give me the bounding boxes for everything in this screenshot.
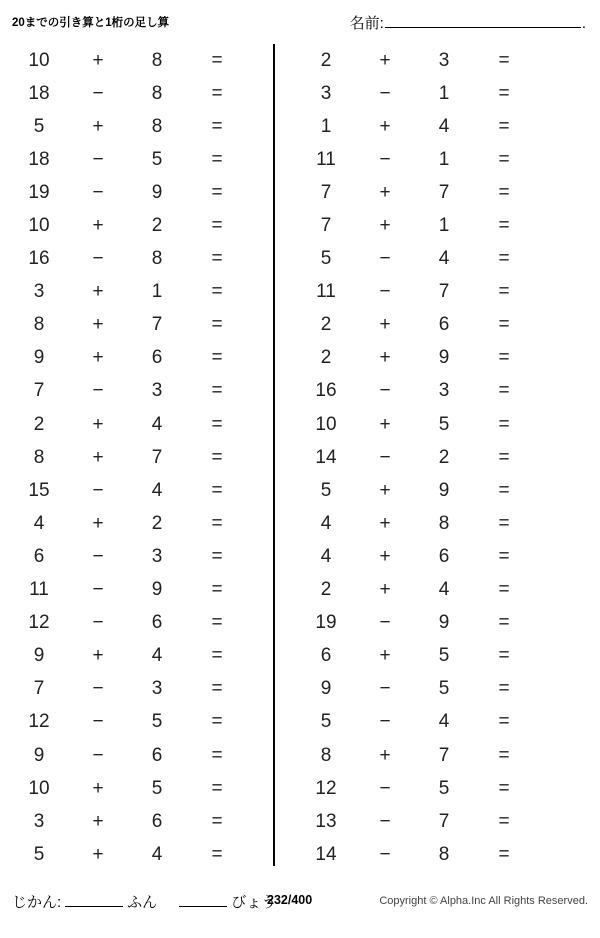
operand-b: 7	[151, 314, 163, 336]
operator: −	[379, 843, 391, 865]
operator: −	[92, 248, 104, 270]
problem-row	[8, 44, 273, 77]
operand-a: 14	[315, 843, 337, 865]
operand-a: 2	[33, 413, 45, 435]
operator: +	[379, 512, 391, 534]
time-minutes-input[interactable]	[65, 890, 123, 907]
problem-row	[8, 276, 273, 309]
equals-sign: =	[211, 479, 223, 501]
operand-b: 4	[438, 711, 450, 733]
equals-sign: =	[211, 181, 223, 203]
equals-sign: =	[498, 512, 510, 534]
operand-a: 10	[28, 49, 50, 71]
operand-a: 10	[315, 413, 337, 435]
problem-row	[295, 805, 560, 838]
time-seconds-unit: びょう	[231, 894, 277, 911]
operator: −	[92, 181, 104, 203]
operand-b: 1	[438, 215, 450, 237]
problem-row	[8, 143, 273, 176]
operand-b: 5	[151, 148, 163, 170]
operand-a: 12	[28, 612, 50, 634]
equals-sign: =	[211, 115, 223, 137]
equals-sign: =	[498, 248, 510, 270]
problem-row	[8, 540, 273, 573]
operand-a: 2	[320, 314, 332, 336]
operand-b: 4	[151, 843, 163, 865]
operand-b: 8	[151, 49, 163, 71]
operand-b: 3	[151, 545, 163, 567]
equals-sign: =	[498, 579, 510, 601]
equals-sign: =	[211, 512, 223, 534]
operand-a: 13	[315, 810, 337, 832]
operand-a: 5	[320, 479, 332, 501]
operand-a: 9	[33, 645, 45, 667]
operand-b: 8	[438, 843, 450, 865]
operand-a: 9	[33, 347, 45, 369]
operator: +	[379, 215, 391, 237]
operand-b: 3	[151, 380, 163, 402]
operand-b: 6	[151, 612, 163, 634]
problem-row	[8, 739, 273, 772]
equals-sign: =	[498, 612, 510, 634]
operand-b: 1	[438, 148, 450, 170]
operand-a: 3	[320, 82, 332, 104]
operator: +	[92, 314, 104, 336]
operand-a: 4	[320, 545, 332, 567]
operator: +	[379, 744, 391, 766]
operand-a: 12	[315, 777, 337, 799]
operand-b: 4	[151, 645, 163, 667]
operand-a: 8	[33, 314, 45, 336]
operator: −	[379, 380, 391, 402]
operator: −	[379, 148, 391, 170]
problem-row	[8, 309, 273, 342]
operand-a: 16	[315, 380, 337, 402]
problem-row	[8, 640, 273, 673]
problem-row	[295, 342, 560, 375]
problem-row	[295, 507, 560, 540]
equals-sign: =	[498, 413, 510, 435]
operand-a: 11	[29, 579, 49, 601]
operand-b: 1	[151, 281, 163, 303]
worksheet-header	[0, 10, 600, 40]
operator: −	[379, 248, 391, 270]
equals-sign: =	[498, 479, 510, 501]
operand-a: 5	[320, 248, 332, 270]
name-end-dot: .	[581, 15, 586, 32]
operand-a: 5	[33, 843, 45, 865]
operand-a: 15	[28, 479, 50, 501]
operand-a: 7	[33, 380, 45, 402]
operator: +	[92, 347, 104, 369]
equals-sign: =	[498, 744, 510, 766]
operand-b: 5	[151, 711, 163, 733]
operator: +	[379, 49, 391, 71]
operand-b: 4	[438, 115, 450, 137]
problem-row	[295, 540, 560, 573]
operator: +	[92, 215, 104, 237]
problem-row	[295, 739, 560, 772]
operand-b: 7	[438, 810, 450, 832]
operand-b: 5	[151, 777, 163, 799]
problem-row	[295, 441, 560, 474]
equals-sign: =	[211, 711, 223, 733]
operand-b: 6	[438, 314, 450, 336]
operand-a: 9	[33, 744, 45, 766]
operand-b: 5	[438, 777, 450, 799]
problem-row	[295, 243, 560, 276]
operand-a: 2	[320, 49, 332, 71]
column-divider	[273, 44, 275, 866]
operator: −	[379, 810, 391, 832]
operand-a: 4	[33, 512, 45, 534]
operand-a: 3	[33, 810, 45, 832]
problem-row	[8, 243, 273, 276]
problem-row	[295, 673, 560, 706]
operand-a: 7	[320, 181, 332, 203]
operand-b: 3	[438, 380, 450, 402]
operand-a: 7	[33, 678, 45, 700]
equals-sign: =	[498, 347, 510, 369]
operand-a: 10	[28, 777, 50, 799]
operand-a: 3	[33, 281, 45, 303]
equals-sign: =	[498, 645, 510, 667]
operand-b: 5	[438, 645, 450, 667]
problem-row	[295, 640, 560, 673]
equals-sign: =	[498, 148, 510, 170]
operand-b: 6	[151, 810, 163, 832]
worksheet-footer	[0, 890, 600, 916]
operand-b: 4	[151, 479, 163, 501]
operand-a: 6	[320, 645, 332, 667]
operand-a: 18	[28, 82, 50, 104]
equals-sign: =	[211, 215, 223, 237]
problem-row	[8, 375, 273, 408]
operator: +	[92, 49, 104, 71]
operand-a: 19	[315, 612, 337, 634]
equals-sign: =	[498, 545, 510, 567]
equals-sign: =	[211, 347, 223, 369]
problem-row	[295, 474, 560, 507]
copyright-notice: Copyright © Alpha.Inc All Rights Reserved.	[379, 895, 588, 907]
name-input[interactable]	[385, 10, 581, 28]
operand-a: 9	[320, 678, 332, 700]
operator: +	[92, 413, 104, 435]
time-block	[12, 890, 276, 912]
operator: −	[92, 148, 104, 170]
operator: −	[92, 678, 104, 700]
equals-sign: =	[211, 678, 223, 700]
operator: +	[92, 281, 104, 303]
equals-sign: =	[498, 810, 510, 832]
operand-b: 9	[438, 612, 450, 634]
operand-b: 7	[151, 446, 163, 468]
equals-sign: =	[498, 215, 510, 237]
operand-b: 2	[151, 512, 163, 534]
equals-sign: =	[498, 82, 510, 104]
page-title: 20までの引き算と1桁の足し算	[12, 17, 170, 29]
problem-column-left	[8, 44, 273, 871]
problem-row	[8, 805, 273, 838]
operator: +	[379, 115, 391, 137]
operator: −	[92, 579, 104, 601]
operand-b: 3	[438, 49, 450, 71]
operand-a: 5	[33, 115, 45, 137]
operand-b: 4	[438, 248, 450, 270]
operator: −	[92, 82, 104, 104]
operand-a: 1	[320, 115, 332, 137]
operand-a: 11	[316, 281, 336, 303]
operator: −	[379, 678, 391, 700]
equals-sign: =	[211, 380, 223, 402]
operand-a: 4	[320, 512, 332, 534]
operand-a: 6	[33, 545, 45, 567]
equals-sign: =	[498, 314, 510, 336]
equals-sign: =	[211, 545, 223, 567]
operand-b: 6	[151, 347, 163, 369]
operator: +	[379, 579, 391, 601]
operator: −	[379, 612, 391, 634]
time-seconds-input[interactable]	[179, 890, 227, 907]
problem-row	[295, 110, 560, 143]
operand-a: 8	[33, 446, 45, 468]
operand-a: 18	[28, 148, 50, 170]
problem-column-right	[295, 44, 560, 871]
operator: +	[379, 347, 391, 369]
problem-row	[295, 607, 560, 640]
problem-row	[8, 474, 273, 507]
name-label: 名前:	[349, 15, 384, 32]
equals-sign: =	[211, 777, 223, 799]
operand-b: 7	[438, 181, 450, 203]
equals-sign: =	[211, 612, 223, 634]
operand-b: 7	[438, 281, 450, 303]
equals-sign: =	[498, 711, 510, 733]
problem-row	[295, 309, 560, 342]
operator: −	[92, 479, 104, 501]
operator: +	[92, 645, 104, 667]
problem-row	[295, 77, 560, 110]
operand-b: 6	[438, 545, 450, 567]
operator: −	[92, 744, 104, 766]
sheet-id: 232/400	[267, 893, 313, 907]
operand-b: 7	[438, 744, 450, 766]
equals-sign: =	[211, 744, 223, 766]
operator: −	[92, 545, 104, 567]
operator: −	[379, 446, 391, 468]
operator: −	[379, 281, 391, 303]
problem-row	[8, 574, 273, 607]
time-label: じかん:	[12, 894, 62, 911]
operand-b: 9	[151, 579, 163, 601]
problem-row	[295, 176, 560, 209]
equals-sign: =	[498, 843, 510, 865]
problem-columns	[0, 44, 600, 874]
operator: +	[379, 479, 391, 501]
operator: +	[92, 843, 104, 865]
equals-sign: =	[211, 148, 223, 170]
operand-b: 2	[151, 215, 163, 237]
operand-b: 5	[438, 678, 450, 700]
problem-row	[8, 176, 273, 209]
operand-b: 9	[438, 347, 450, 369]
operand-b: 4	[438, 579, 450, 601]
operand-b: 4	[151, 413, 163, 435]
operator: +	[379, 413, 391, 435]
operator: +	[92, 777, 104, 799]
operator: +	[92, 810, 104, 832]
equals-sign: =	[211, 843, 223, 865]
operand-a: 2	[320, 347, 332, 369]
operand-b: 8	[151, 115, 163, 137]
equals-sign: =	[211, 413, 223, 435]
problem-row	[295, 375, 560, 408]
time-minutes-unit: ふん	[127, 894, 158, 911]
equals-sign: =	[498, 115, 510, 137]
operand-b: 5	[438, 413, 450, 435]
operator: −	[379, 711, 391, 733]
operand-b: 8	[438, 512, 450, 534]
problem-row	[295, 44, 560, 77]
problem-row	[8, 607, 273, 640]
equals-sign: =	[498, 380, 510, 402]
operator: −	[92, 380, 104, 402]
problem-row	[8, 507, 273, 540]
equals-sign: =	[498, 777, 510, 799]
operator: +	[92, 446, 104, 468]
equals-sign: =	[498, 49, 510, 71]
operand-b: 8	[151, 248, 163, 270]
problem-row	[8, 706, 273, 739]
equals-sign: =	[498, 181, 510, 203]
operand-a: 2	[320, 579, 332, 601]
operand-a: 5	[320, 711, 332, 733]
operator: −	[379, 82, 391, 104]
equals-sign: =	[211, 579, 223, 601]
problem-row	[8, 441, 273, 474]
operator: +	[379, 181, 391, 203]
problem-row	[295, 772, 560, 805]
operand-b: 6	[151, 744, 163, 766]
equals-sign: =	[211, 49, 223, 71]
equals-sign: =	[211, 281, 223, 303]
problem-row	[8, 772, 273, 805]
problem-row	[8, 110, 273, 143]
problem-row	[295, 574, 560, 607]
equals-sign: =	[211, 810, 223, 832]
problem-row	[295, 838, 560, 871]
operator: +	[379, 645, 391, 667]
operator: −	[92, 711, 104, 733]
operand-b: 8	[151, 82, 163, 104]
operand-b: 9	[151, 181, 163, 203]
operand-a: 14	[315, 446, 337, 468]
problem-row	[8, 77, 273, 110]
operand-a: 12	[28, 711, 50, 733]
problem-row	[8, 673, 273, 706]
problem-row	[295, 276, 560, 309]
equals-sign: =	[211, 248, 223, 270]
operand-a: 7	[320, 215, 332, 237]
operator: −	[92, 612, 104, 634]
operand-b: 1	[438, 82, 450, 104]
operand-b: 2	[438, 446, 450, 468]
equals-sign: =	[211, 82, 223, 104]
name-field-area	[350, 10, 586, 33]
equals-sign: =	[498, 281, 510, 303]
operator: +	[92, 512, 104, 534]
equals-sign: =	[498, 678, 510, 700]
problem-row	[295, 143, 560, 176]
operator: +	[92, 115, 104, 137]
operand-a: 16	[28, 248, 50, 270]
problem-row	[8, 408, 273, 441]
operand-b: 3	[151, 678, 163, 700]
operand-a: 19	[28, 181, 50, 203]
operand-a: 11	[316, 148, 336, 170]
operand-a: 10	[28, 215, 50, 237]
problem-row	[295, 408, 560, 441]
operator: +	[379, 314, 391, 336]
equals-sign: =	[211, 645, 223, 667]
problem-row	[295, 209, 560, 242]
operator: +	[379, 545, 391, 567]
equals-sign: =	[211, 446, 223, 468]
operand-a: 8	[320, 744, 332, 766]
problem-row	[8, 209, 273, 242]
equals-sign: =	[211, 314, 223, 336]
problem-row	[8, 838, 273, 871]
problem-row	[295, 706, 560, 739]
operand-b: 9	[438, 479, 450, 501]
operator: −	[379, 777, 391, 799]
problem-row	[8, 342, 273, 375]
equals-sign: =	[498, 446, 510, 468]
